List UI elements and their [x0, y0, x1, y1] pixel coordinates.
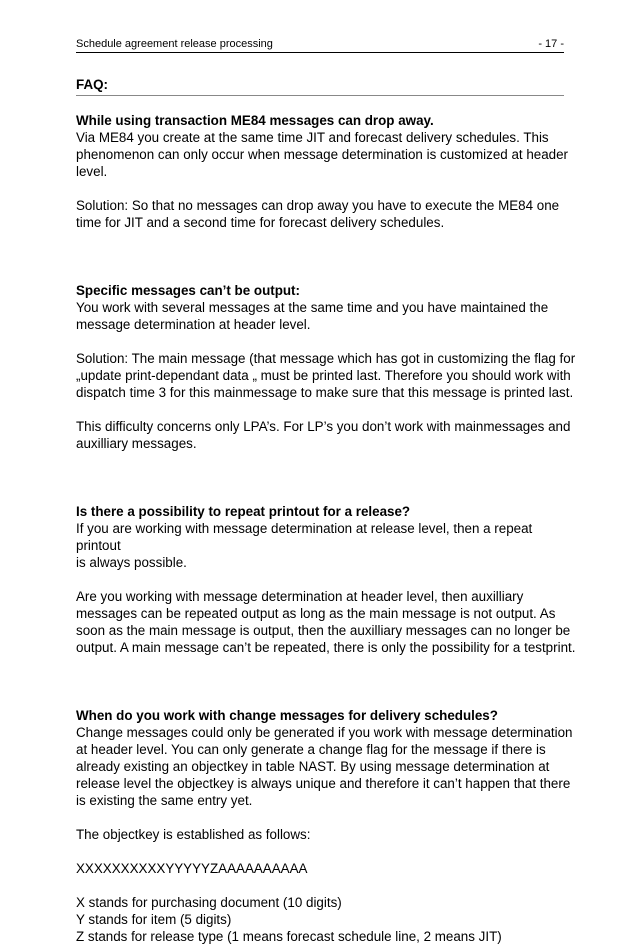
faq-answer-line: The objectkey is established as follows:	[76, 827, 311, 842]
faq-item	[76, 707, 576, 945]
faq-answer-line: output. A main message can’t be repeated, there is only the possibility for a testprint.	[76, 640, 576, 655]
faq-answer-line: messages can be repeated output as long as the main message is not output. As	[76, 606, 556, 621]
faq-answer-line: already existing an objectkey in table NAST. By using message determination at	[76, 759, 550, 774]
faq-answer-line: If you are working with message determination at release level, then a repeat printout	[76, 521, 533, 553]
faq-answer-line: You work with several messages at the same time and you have maintained the	[76, 300, 549, 315]
faq-answer-line: Y stands for item (5 digits)	[76, 912, 232, 927]
faq-answer-line: time for JIT and a second time for forecast delivery schedules.	[76, 215, 445, 230]
faq-answer-line: Solution: So that no messages can drop away you have to execute the ME84 one	[76, 198, 560, 213]
faq-answer-line: level.	[76, 164, 108, 179]
objectkey-pattern: XXXXXXXXXXYYYYYZAAAAAAAAAA	[76, 861, 308, 876]
faq-answer-line: Z stands for release type (1 means forecast schedule line, 2 means JIT)	[76, 929, 502, 944]
faq-answer-line: Via ME84 you create at the same time JIT and forecast delivery schedules. This	[76, 130, 549, 145]
faq-question: Is there a possibility to repeat printout for a release?	[76, 504, 411, 519]
page-header	[76, 38, 564, 53]
faq-answer-line: Are you working with message determination at header level, then auxilliary	[76, 589, 524, 604]
faq-question: While using transaction ME84 messages can drop away.	[76, 113, 434, 128]
faq-question: Specific messages can’t be output:	[76, 283, 300, 298]
faq-answer-line: message determination at header level.	[76, 317, 311, 332]
document-title: Schedule agreement release processing	[76, 38, 273, 50]
faq-answer-line: X stands for purchasing document (10 digits)	[76, 895, 342, 910]
faq-answer-line: at header level. You can only generate a change flag for the message if there is	[76, 742, 546, 757]
faq-answer-line: dispatch time 3 for this mainmessage to make sure that this message is printed last.	[76, 385, 574, 400]
faq-answer-line: is always possible.	[76, 555, 187, 570]
faq-item	[76, 112, 576, 231]
faq-answer-line: Change messages could only be generated if you work with message determination	[76, 725, 573, 740]
faq-answer-line: auxilliary messages.	[76, 436, 197, 451]
faq-answer-line: release level the objectkey is always unique and therefore it can’t happen that there	[76, 776, 571, 791]
faq-answer-line: Solution: The main message (that message which has got in customizing the flag for	[76, 351, 576, 366]
faq-answer-line: is existing the same entry yet.	[76, 793, 253, 808]
faq-item	[76, 503, 576, 656]
faq-answer-line: soon as the main message is output, then the auxilliary messages can no longer be	[76, 623, 571, 638]
faq-answer-line: „update print-dependant data „ must be printed last. Therefore you should work with	[76, 368, 571, 383]
faq-content	[76, 112, 576, 945]
faq-answer-line: phenomenon can only occur when message determination is customized at header	[76, 147, 569, 162]
page-number: - 17 -	[538, 38, 564, 50]
faq-question: When do you work with change messages for delivery schedules?	[76, 708, 498, 723]
faq-item	[76, 282, 576, 452]
faq-answer-line: This difficulty concerns only LPA’s. For LP’s you don’t work with mainmessages and	[76, 419, 571, 434]
faq-heading: FAQ:	[76, 77, 564, 96]
